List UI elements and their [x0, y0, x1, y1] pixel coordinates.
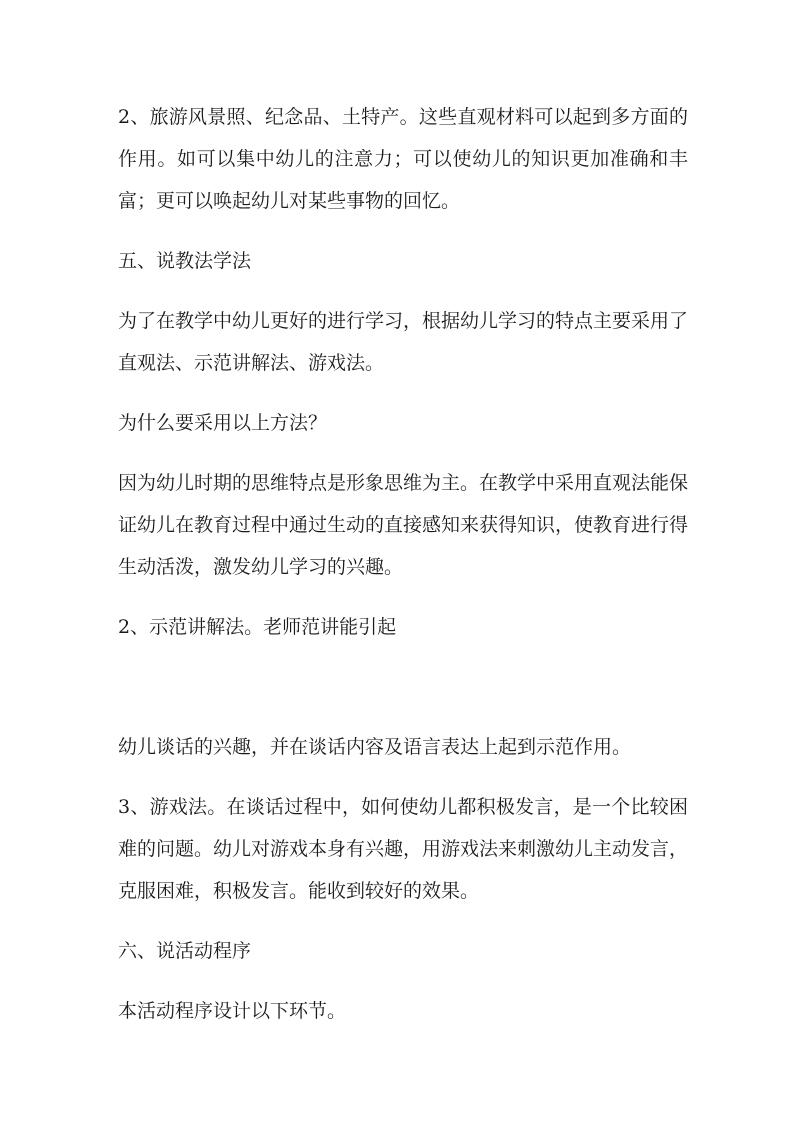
paragraph-demonstration-start: 2、示范讲解法。老师范讲能引起	[118, 616, 397, 638]
heading-teaching-methods: 五、说教法学法	[118, 250, 252, 272]
paragraph-game-method: 3、游戏法。在谈话过程中，如何使幼儿都积极发言，是一个比较困难的问题。幼儿对游戏本身有兴趣，用游戏法来刺激幼儿主动发言，克服困难，积极发言。能收到较好的效果。	[118, 796, 689, 902]
paragraph-intuitive-method: 因为幼儿时期的思维特点是形象思维为主。在教学中采用直观法能保证幼儿在教育过程中通过生动的直接感知来获得知识，使教育进行得生动活泼，激发幼儿学习的兴趣。	[118, 472, 689, 578]
paragraph-why-question: 为什么要采用以上方法？	[118, 412, 328, 434]
paragraph-demonstration-cont: 幼儿谈话的兴趣，并在谈话内容及语言表达上起到示范作用。	[118, 736, 632, 758]
paragraph-methods-intro: 为了在教学中幼儿更好的进行学习，根据幼儿学习的特点主要采用了直观法、示范讲解法、游戏法。	[118, 310, 689, 374]
heading-activity-procedure: 六、说活动程序	[118, 940, 252, 962]
paragraph-procedure-intro: 本活动程序设计以下环节。	[118, 1000, 347, 1022]
paragraph-materials: 2、旅游风景照、纪念品、土特产。这些直观材料可以起到多方面的作用。如可以集中幼儿的注意力；可以使幼儿的知识更加准确和丰富；更可以唤起幼儿对某些事物的回忆。	[118, 106, 688, 212]
